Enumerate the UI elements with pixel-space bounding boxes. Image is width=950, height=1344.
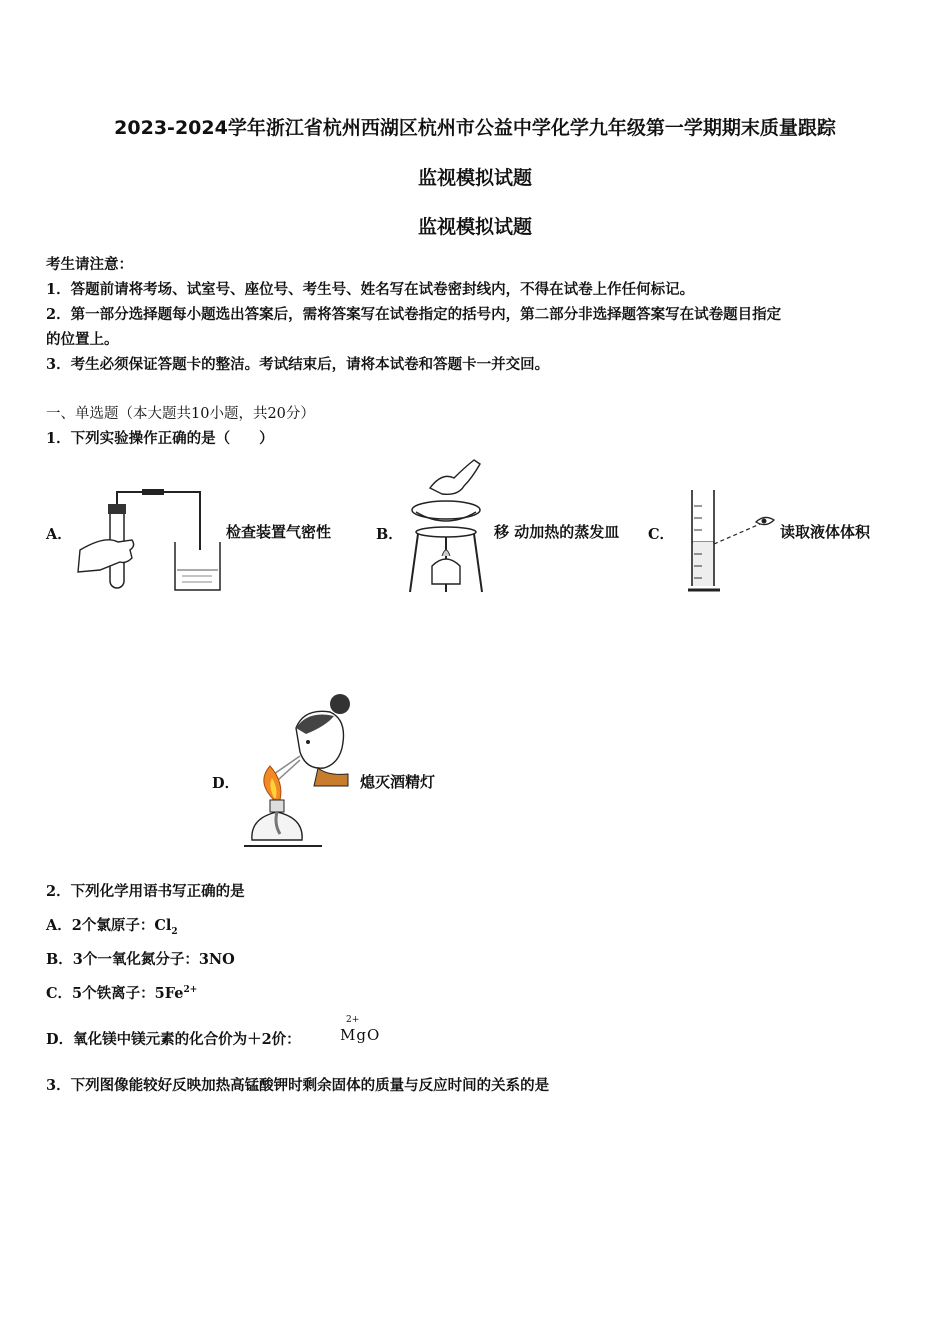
exam-title-line1: 2023-2024学年浙江省杭州西湖区杭州市公益中学化学九年级第一学期期末质量跟踪 [114,117,836,139]
q1-option-a-letter: A． [46,526,72,543]
evaporating-dish-illustration [402,458,492,598]
q2-option-a-text: A．2个氯原子：Cl [46,917,172,934]
q2-option-a-subscript: 2 [171,926,178,937]
q2-stem: 2．下列化学用语书写正确的是 [46,883,245,900]
q2-option-d-formula: MgO [340,1026,381,1044]
q1-option-b-caption: 移 动加热的蒸发皿 [494,523,620,541]
q1-option-b-letter: B． [376,526,403,543]
notice-item-2: 2．第一部分选择题每小题选出答案后，需将答案写在试卷指定的括号内，第二部分非选择题答案写在试卷题目指定 [46,306,782,323]
alcohol-lamp-blowing-illustration [244,690,359,860]
airtightness-check-illustration [70,480,230,600]
graduated-cylinder-illustration [684,486,784,596]
q1-option-d-letter: D． [212,775,240,792]
q2-option-b: B．3个一氧化氮分子：3NO [46,951,235,968]
q2-option-c [46,982,197,1003]
exam-title-line3: 监视模拟试题 [417,216,532,238]
q1-option-c-letter: C． [648,526,675,543]
q1-option-c-caption: 读取液体体积 [780,523,871,541]
section-heading: 一、单选题（本大题共10小题，共20分） [46,406,315,422]
q3-stem: 3．下列图像能较好反映加热高锰酸钾时剩余固体的质量与反应时间的关系的是 [46,1077,550,1094]
notice-heading: 考生请注意： [46,256,133,273]
notice-item-1: 1．答题前请将考场、试室号、座位号、考生号、姓名写在试卷密封线内，不得在试卷上作任何标记。 [46,281,695,298]
q2-option-d-valence: 2+ [346,1015,360,1025]
notice-item-2-cont: 的位置上。 [46,331,119,348]
q2-option-d: D．氧化镁中镁元素的化合价为＋2价： [46,1031,301,1048]
q1-option-a-caption: 检查装置气密性 [226,523,332,541]
q2-option-c-text: C．5个铁离子：5Fe [46,985,184,1002]
q1-stem: 1．下列实验操作正确的是（ ） [46,430,274,447]
q1-option-d-caption: 熄灭酒精灯 [360,773,436,791]
q2-option-c-superscript: 2+ [183,985,198,996]
exam-title-line2: 监视模拟试题 [417,167,532,189]
q2-option-a [46,914,178,937]
notice-item-3: 3．考生必须保证答题卡的整洁。考试结束后，请将本试卷和答题卡一并交回。 [46,356,550,373]
